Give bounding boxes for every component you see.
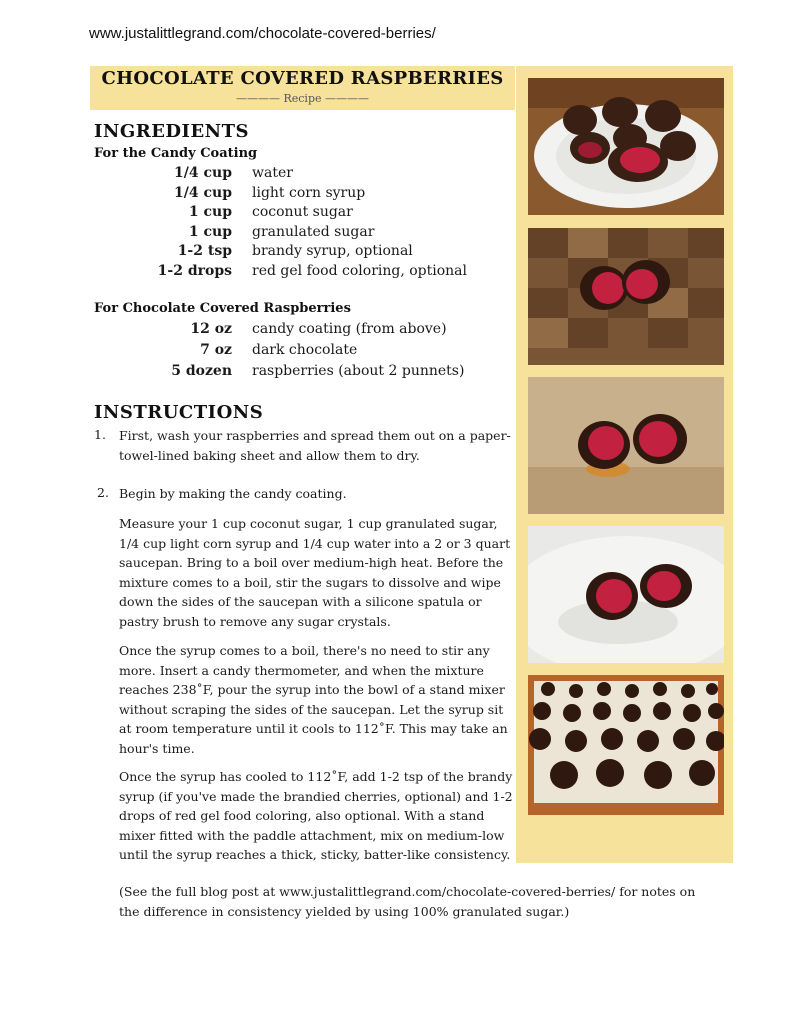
ingredient-row [94, 204, 514, 224]
ingredient-row [94, 243, 514, 263]
ingredient-name: coconut sugar [252, 204, 353, 220]
ingredient-group-title: For the Candy Coating [94, 146, 258, 161]
step-paragraph: First, wash your raspberries and spread them out on a paper-towel-lined baking sheet and allow them to dry. [119, 428, 511, 463]
ingredient-amount: 1 cup [188, 223, 232, 240]
ingredient-amount: 1-2 tsp [177, 243, 232, 259]
recipe-subtitle: ———— Recipe ———— [235, 92, 369, 105]
page-url: www.justalittlegrand.com/chocolate-covered-berries/ [89, 25, 436, 42]
photo-cut-chocolates-plate [528, 526, 724, 663]
ingredient-row [94, 342, 514, 362]
step-paragraph: Begin by making the candy coating. [119, 486, 347, 501]
photo-tray-of-chocolates [528, 675, 724, 815]
step-paragraph: Measure your 1 cup coconut sugar, 1 cup granulated sugar, 1/4 cup light corn syrup and 1/4 cup water into a 2 or 3 quart saucepan. Bring to a boil over medium-high heat. Before the mixture comes to a boil, stir the sugars to dissolve and wipe down the sides of the saucepan with a silicone spatula or pastry brush to remove any sugar crystals. [119, 516, 511, 629]
ingredient-amount: 7 oz [200, 342, 232, 358]
ingredient-name: brandy syrup, optional [252, 243, 413, 259]
title-band [90, 66, 515, 110]
ingredient-amount: 1-2 drops [157, 262, 232, 279]
photo-cut-chocolates-board [528, 228, 724, 365]
ingredient-row [94, 363, 514, 383]
step-paragraph: Once the syrup comes to a boil, there's no need to stir any more. Insert a candy thermometer, and when the mixture reaches 238˚F, pour the syrup into the bowl of a stand mixer without scraping the sides of the saucepan. Let the syrup sit at room temperature until it cools to 112˚F. This may take an hour's time. [119, 643, 508, 756]
step-number: 2. [97, 485, 109, 500]
ingredient-name: dark chocolate [252, 342, 358, 358]
ingredient-amount: 5 dozen [171, 363, 232, 379]
ingredient-name: light corn syrup [252, 184, 366, 201]
ingredient-amount: 1/4 cup [174, 184, 232, 201]
ingredient-name: granulated sugar [252, 223, 375, 240]
ingredient-row [94, 321, 514, 341]
ingredient-row [94, 165, 514, 185]
ingredients-heading: INGREDIENTS [94, 121, 250, 142]
ingredient-amount: 1 cup [188, 204, 232, 220]
ingredient-name: water [252, 165, 293, 181]
step-paragraph: Once the syrup has cooled to 112˚F, add 1-2 tsp of the brandy syrup (if you've made the brandied cherries, optional) and 1-2 drops of red gel food coloring, also optional. With a stand mixer fitted with the paddle attachment, mix on medium-low until the syrup reaches a thick, sticky, batter-like consistency. [119, 769, 513, 862]
recipe-title: CHOCOLATE COVERED RASPBERRIES [101, 68, 504, 89]
ingredient-row [94, 224, 514, 244]
ingredient-amount: 1/4 cup [174, 165, 232, 181]
photo-plate-of-chocolates [528, 78, 724, 215]
blog-note: (See the full blog post at www.justalittlegrand.com/chocolate-covered-berries/ for notes on the difference in consistency yielded by using 100% granulated sugar.) [119, 884, 696, 919]
ingredient-row [94, 263, 514, 283]
step-number: 1. [94, 427, 106, 442]
ingredient-amount: 12 oz [190, 321, 232, 337]
photo-column [516, 66, 733, 863]
ingredient-name: red gel food coloring, optional [252, 262, 468, 279]
ingredient-row [94, 185, 514, 205]
ingredient-name: candy coating (from above) [252, 321, 447, 337]
instructions-heading: INSTRUCTIONS [94, 402, 264, 423]
ingredient-group-title: For Chocolate Covered Raspberries [94, 301, 351, 316]
ingredient-name: raspberries (about 2 punnets) [252, 363, 465, 379]
photo-cut-chocolates-table [528, 377, 724, 514]
